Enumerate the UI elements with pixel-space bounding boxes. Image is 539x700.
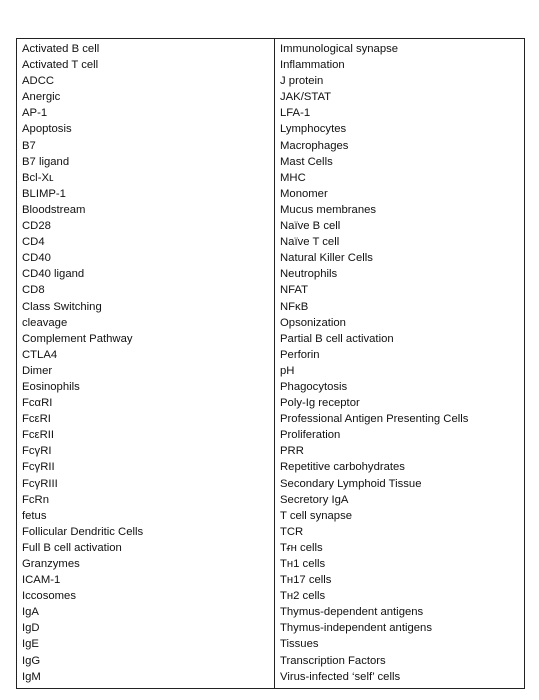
right-term: Poly-Ig receptor bbox=[280, 397, 360, 410]
left-term: Activated B cell bbox=[22, 43, 100, 55]
left-term: Apoptosis bbox=[22, 123, 72, 136]
left-term: IgG bbox=[22, 654, 41, 667]
left-term: Eosinophils bbox=[22, 380, 80, 393]
right-term: pH bbox=[280, 364, 295, 377]
left-term: FcγRIII bbox=[22, 477, 58, 490]
left-term: FcγRI bbox=[22, 445, 52, 458]
left-term: cleavage bbox=[22, 316, 68, 329]
right-term: MHC bbox=[280, 171, 306, 184]
right-term: Proliferation bbox=[280, 429, 341, 442]
left-term: ADCC bbox=[22, 75, 55, 88]
left-term: CTLA4 bbox=[22, 348, 58, 361]
right-term: Professional Antigen Presenting Cells bbox=[280, 413, 469, 426]
right-term: Tʜ2 cells bbox=[280, 590, 326, 603]
left-column bbox=[17, 39, 275, 688]
right-term: Mucus membranes bbox=[280, 203, 377, 216]
right-term: NFAT bbox=[280, 284, 309, 297]
left-term: Full B cell activation bbox=[22, 541, 122, 554]
right-term: T cell synapse bbox=[280, 509, 353, 522]
right-term: Tʜ1 cells bbox=[280, 558, 326, 570]
right-term: Tissues bbox=[280, 638, 319, 651]
right-column bbox=[275, 39, 524, 688]
right-term: TCR bbox=[280, 525, 304, 538]
right-term: Secondary Lymphoid Tissue bbox=[280, 477, 422, 490]
left-term: Bloodstream bbox=[22, 203, 86, 216]
right-term: Lymphocytes bbox=[280, 123, 347, 136]
left-term: B7 bbox=[22, 139, 36, 152]
right-term: JAK/STAT bbox=[280, 91, 332, 104]
terms-table bbox=[16, 38, 525, 689]
left-term: FcαRI bbox=[22, 397, 53, 410]
right-term: Virus-infected ‘self’ cells bbox=[280, 670, 401, 683]
left-term: Activated T cell bbox=[22, 59, 99, 72]
right-term: PRR bbox=[280, 445, 304, 458]
left-term: FcεRII bbox=[22, 429, 55, 442]
left-term: CD4 bbox=[22, 236, 45, 249]
right-term: Perforin bbox=[280, 348, 320, 361]
left-term: IgE bbox=[22, 638, 39, 651]
right-term: Tʜ17 cells bbox=[280, 574, 332, 587]
left-term: Bcl-Xʟ bbox=[22, 171, 54, 184]
right-term: Thymus-independent antigens bbox=[280, 622, 432, 635]
left-term: CD40 bbox=[22, 252, 51, 265]
left-term: CD40 ligand bbox=[22, 268, 85, 281]
left-term: ICAM-1 bbox=[22, 574, 61, 587]
left-term: Dimer bbox=[22, 364, 53, 377]
left-term: CD28 bbox=[22, 220, 51, 233]
right-term: Opsonization bbox=[280, 316, 346, 329]
left-term: BLIMP-1 bbox=[22, 187, 66, 200]
right-term: Monomer bbox=[280, 187, 328, 200]
right-term: Secretory IgA bbox=[280, 493, 349, 506]
left-term: fetus bbox=[22, 509, 47, 522]
left-term: Follicular Dendritic Cells bbox=[22, 525, 144, 538]
left-term: CD8 bbox=[22, 284, 45, 297]
right-term: Natural Killer Cells bbox=[280, 252, 373, 265]
right-term: Partial B cell activation bbox=[280, 332, 394, 345]
right-term: LFA-1 bbox=[280, 107, 311, 120]
right-term: Phagocytosis bbox=[280, 380, 348, 393]
right-term: Immunological synapse bbox=[280, 43, 399, 55]
left-term: Granzymes bbox=[22, 558, 80, 570]
left-term: AP-1 bbox=[22, 107, 48, 120]
left-term: IgM bbox=[22, 670, 41, 683]
right-term: J protein bbox=[280, 75, 324, 88]
left-term: FcγRII bbox=[22, 461, 55, 474]
right-term: Naïve B cell bbox=[280, 220, 341, 233]
left-term: FcRn bbox=[22, 493, 49, 506]
left-term: Iccosomes bbox=[22, 590, 76, 603]
left-term: FcεRI bbox=[22, 413, 51, 426]
right-term: Transcription Factors bbox=[280, 654, 386, 667]
right-term: Neutrophils bbox=[280, 268, 338, 281]
right-term: Repetitive carbohydrates bbox=[280, 461, 405, 474]
left-term: IgA bbox=[22, 606, 39, 619]
right-term: Tᵳʜ cells bbox=[280, 541, 323, 554]
right-term: Macrophages bbox=[280, 139, 349, 152]
left-term: B7 ligand bbox=[22, 155, 70, 168]
left-term: Class Switching bbox=[22, 300, 102, 313]
left-term: IgD bbox=[22, 622, 40, 635]
right-term: Inflammation bbox=[280, 59, 345, 72]
right-term: NFκB bbox=[280, 300, 309, 313]
right-term: Mast Cells bbox=[280, 155, 333, 168]
left-term: Complement Pathway bbox=[22, 332, 133, 345]
left-term: Anergic bbox=[22, 91, 61, 104]
right-term: Naïve T cell bbox=[280, 236, 340, 249]
right-term: Thymus-dependent antigens bbox=[280, 606, 424, 619]
